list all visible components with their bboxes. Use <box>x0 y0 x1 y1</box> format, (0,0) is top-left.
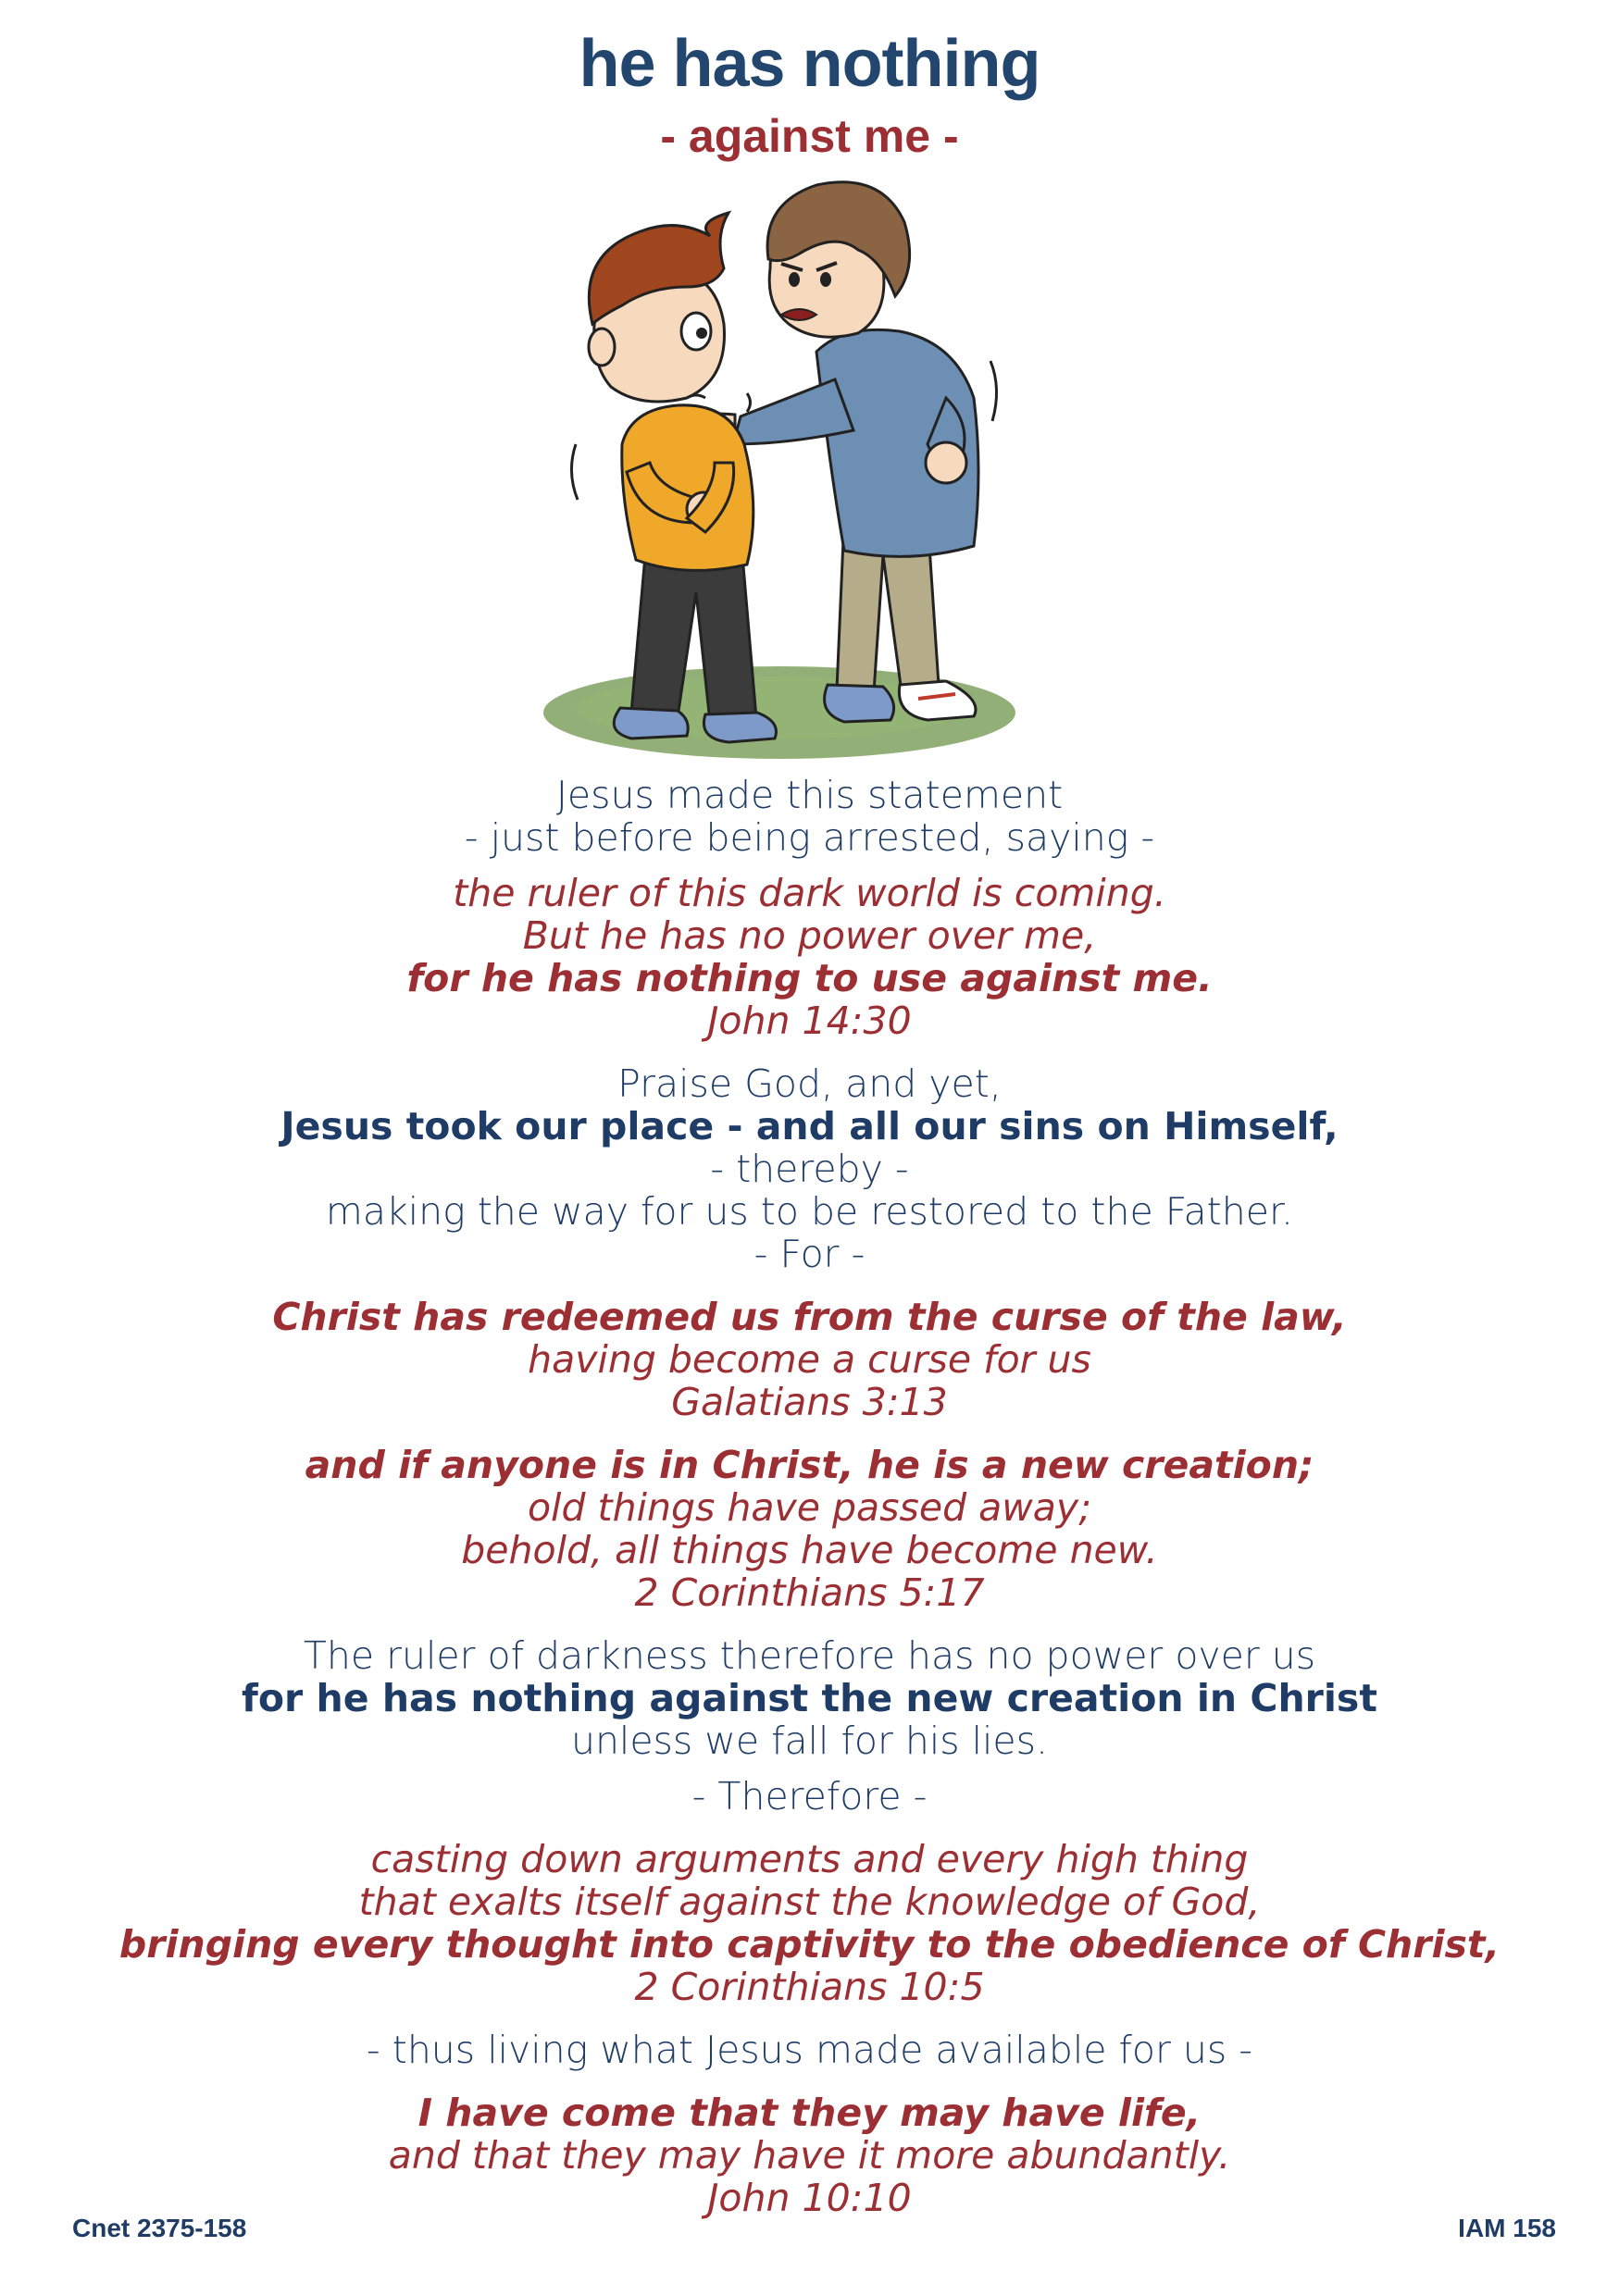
page-title: he has nothing <box>579 27 1040 101</box>
paragraph-line: - thereby - <box>710 1147 909 1191</box>
verse-line-emphasis: bringing every thought into captivity to the obedience of Christ, <box>118 1922 1501 1967</box>
verse-reference: John 10:10 <box>707 2176 912 2220</box>
paragraph-line: The ruler of darkness therefore has no power over us <box>303 1633 1316 1678</box>
verse-line-emphasis: I have come that they may have life, <box>417 2091 1202 2135</box>
verse-line-emphasis: Christ has redeemed us from the curse of the law, <box>272 1295 1347 1339</box>
paragraph-line: - Therefore - <box>691 1774 928 1818</box>
footer-code-right: IAM 158 <box>1458 2214 1556 2242</box>
intro-line: - just before being arrested, saying - <box>464 815 1155 860</box>
page-subtitle: - against me - <box>660 110 959 162</box>
verse-line: behold, all things have become new. <box>461 1528 1158 1572</box>
paragraph-line: - thus living what Jesus made available for us - <box>366 2028 1253 2072</box>
verse-line-emphasis: and if anyone is in Christ, he is a new creation; <box>305 1443 1314 1487</box>
verse-line: having become a curse for us <box>528 1337 1091 1382</box>
verse-reference: Galatians 3:13 <box>671 1380 948 1424</box>
footer-code-left: Cnet 2375-158 <box>72 2214 247 2242</box>
paragraph-line-emphasis: Jesus took our place - and all our sins on Himself, <box>280 1104 1339 1148</box>
verse-reference: John 14:30 <box>707 999 912 1043</box>
verse-line: and that they may have it more abundantly. <box>388 2133 1231 2178</box>
verse-line-emphasis: for he has nothing to use against me. <box>406 956 1213 1000</box>
paragraph-line: - For - <box>753 1232 866 1276</box>
two-boys-confrontation-illustration <box>539 167 1020 768</box>
verse-line: casting down arguments and every high thing <box>370 1837 1249 1881</box>
intro-line: Jesus made this statement <box>555 773 1064 817</box>
paragraph-line: Praise God, and yet, <box>617 1061 1002 1106</box>
verse-reference: 2 Corinthians 5:17 <box>634 1570 985 1615</box>
paragraph-line: making the way for us to be restored to the Father. <box>325 1189 1294 1234</box>
paragraph-line: unless we fall for his lies. <box>570 1719 1049 1763</box>
verse-line: that exalts itself against the knowledge of God, <box>358 1880 1261 1924</box>
verse-line: But he has no power over me, <box>522 913 1097 958</box>
paragraph-line-emphasis: for he has nothing against the new creation in Christ <box>242 1676 1377 1720</box>
verse-reference: 2 Corinthians 10:5 <box>634 1965 985 2009</box>
verse-line: the ruler of this dark world is coming. <box>453 871 1166 915</box>
verse-line: old things have passed away; <box>527 1485 1092 1530</box>
boy-left <box>589 213 776 742</box>
body-text <box>0 774 1619 2219</box>
